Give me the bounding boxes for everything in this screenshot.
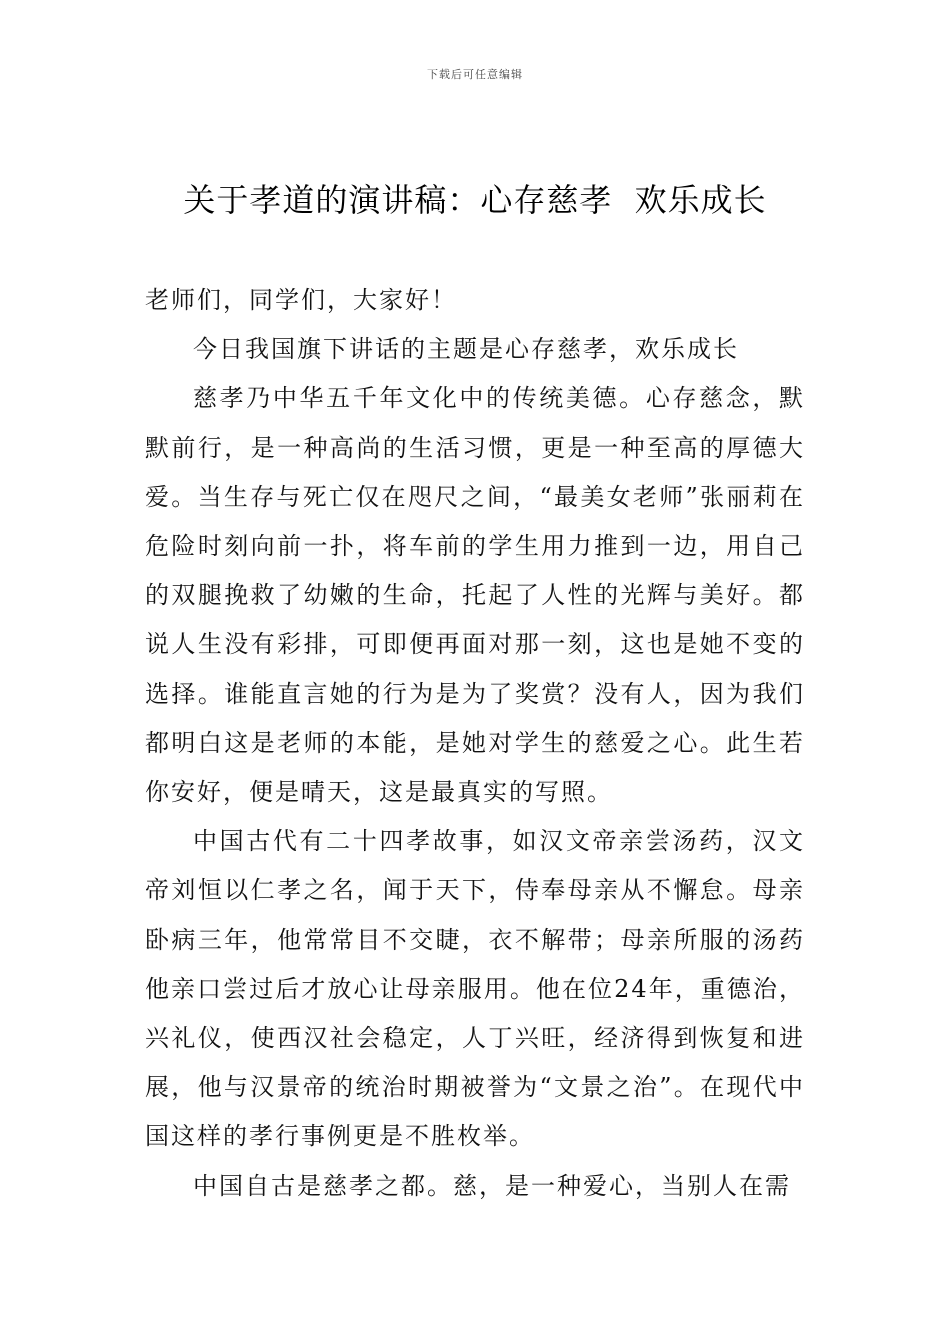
greeting-paragraph: 老师们，同学们，大家好！ (145, 286, 457, 314)
body-paragraph: 中国自古是慈孝之都。慈，是一种爱心，当别人在需 (193, 1171, 791, 1200)
theme-paragraph: 今日我国旗下讲话的主题是心存慈孝，欢乐成长 (193, 335, 739, 364)
body-paragraph: 中国古代有二十四孝故事，如汉文帝亲尝汤药，汉文帝刘恒以仁孝之名，闻于天下，侍奉母亲从不懈怠。母亲卧病三年，他常常目不交睫，衣不解带；母亲所服的汤药他亲口尝过后才放心让母亲服用。他在位24年，重德治，兴礼仪，使西汉社会稳定，人丁兴旺，经济得到恢复和进展，他与汉景帝的统治时期被誉为“文景之治”。在现代中国这样的孝行事例更是不胜枚举。 (145, 827, 805, 1151)
page-header-note: 下载后可任意编辑 (427, 68, 523, 81)
document-title: 关于孝道的演讲稿：心存慈孝 欢乐成长 (183, 181, 767, 219)
document-body (145, 276, 805, 1211)
body-paragraph: 慈孝乃中华五千年文化中的传统美德。心存慈念，默默前行，是一种高尚的生活习惯，更是一种至高的厚德大爱。当生存与死亡仅在咫尺之间，“最美女老师”张丽莉在危险时刻向前一扑，将车前的学生用力推到一边，用自己的双腿挽救了幼嫩的生命，托起了人性的光辉与美好。都说人生没有彩排，可即便再面对那一刻，这也是她不变的选择。谁能直言她的行为是为了奖赏？没有人，因为我们都明白这是老师的本能，是她对学生的慈爱之心。此生若你安好，便是晴天，这是最真实的写照。 (145, 384, 805, 807)
